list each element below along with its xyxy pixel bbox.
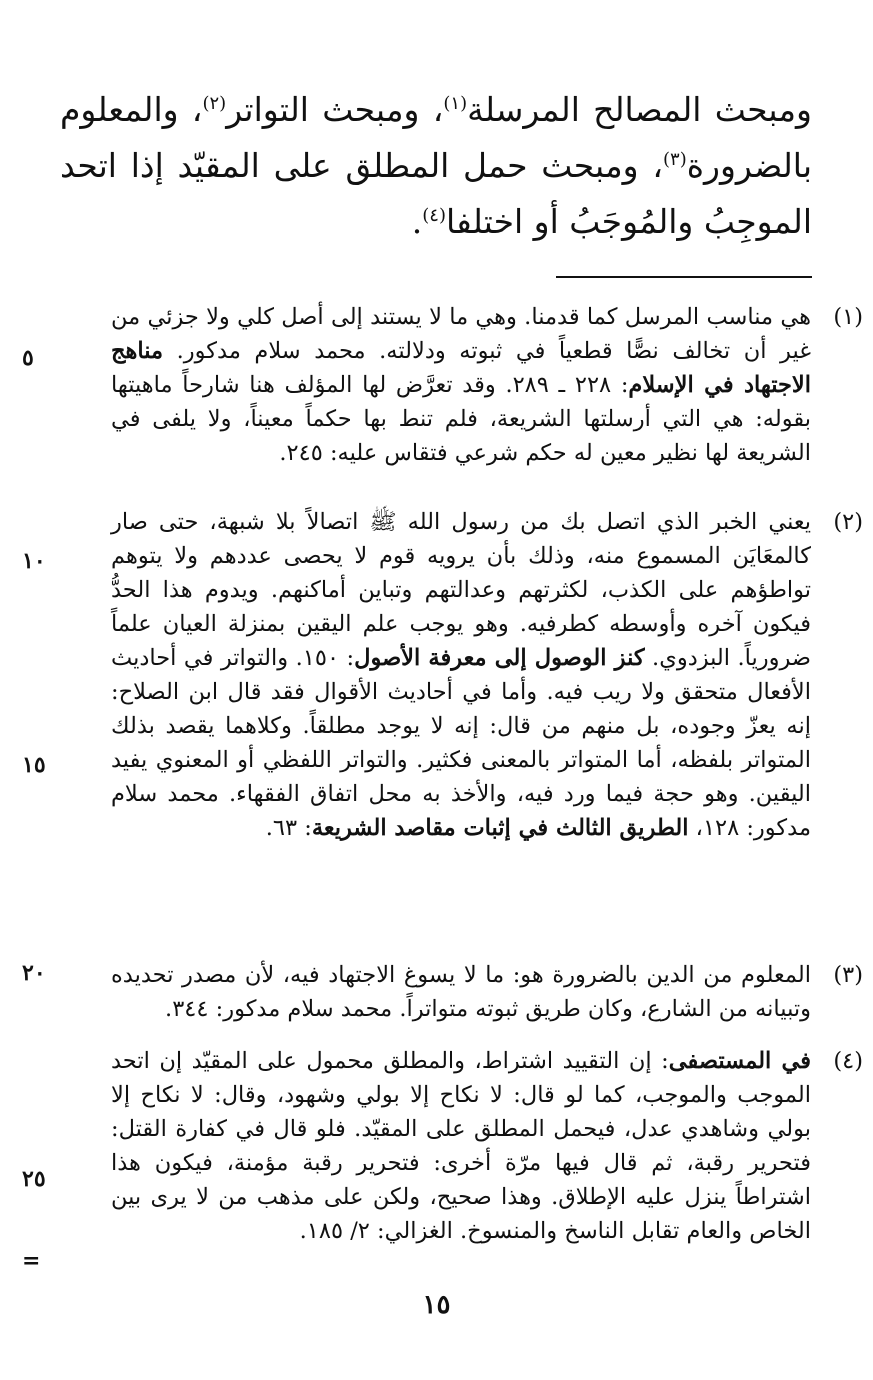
footnote-ref: (١) bbox=[443, 93, 468, 114]
footnote-separator bbox=[556, 276, 812, 278]
footnote-number: (٢) bbox=[833, 509, 863, 535]
footnote-text: يعني الخبر الذي اتصل بك من رسول الله ﷺ اتصالاً بلا شبهة، حتى صار كالمعَايَن المسموع منه، وذلك بأن يرويه قوم لا يحصى عددهم ولا يتوهم تواطؤهم على الكذب، لكثرتهم وعدالتهم وتباين أماكنهم. ويدوم هذا الحدُّ فيكون آخره وأوسطه كطرفيه. وهو يوجب علم اليقين بمنزلة العيان علماً ضرورياً. البزدوي. bbox=[111, 509, 812, 671]
margin-line-number: ١٠ bbox=[22, 548, 46, 574]
margin-line-number: ٢٠ bbox=[22, 960, 46, 986]
footnote-4 bbox=[111, 1044, 863, 1248]
footnote-text: : ١٥٠. والتواتر في أحاديث الأفعال متحقق ولا ريب فيه. وأما في أحاديث الأقوال فقد قال ابن الصلاح: إنه يعزّ وجوده، بل منهم من قال: إنه لا يوجد مطلقاً. وكلاهما يقصد بذلك المتواتر بلفظه، أما المتواتر بالمعنى فكثير. والتواتر اللفظي أو المعنوي يفيد اليقين. وهو حجة فيما ورد فيه، والأخذ به محل اتفاق الفقهاء. محمد سلام مدكور: ١٢٨، bbox=[111, 645, 811, 841]
footnote-3 bbox=[111, 958, 863, 1026]
margin-continuation-mark: = bbox=[22, 1248, 41, 1274]
footnote-text: في bbox=[771, 1048, 812, 1074]
footnote-ref: (٢) bbox=[202, 93, 227, 114]
body-text: ، ومبحث حمل المطلق على المقيّد إذا اتحد الموجِبُ والمُوجَبُ أو اختلفا bbox=[60, 146, 812, 241]
book-title: مناهج الاجتهاد في الإسلام bbox=[111, 338, 811, 398]
footnote-2 bbox=[111, 505, 863, 845]
footnote-text: : إن التقييد اشتراط، والمطلق محمول على المقيّد إن اتحد الموجب والموجب، كما لو قال: لا نكاح إلا بولي وشهود، وقال: لا نكاح إلا بولي وشاهدي عدل، فيحمل المطلق على المقيّد. فلو قال في كفارة القتل: فتحرير رقبة، ثم قال فيها مرّة أخرى: فتحرير رقبة مؤمنة، فيكون هذا اشتراطاً ينزل عليه الإطلاق. وهذا صحيح، ولكن على مذهب من لا يرى بين الخاص والعام تقابل الناسخ والمنسوخ. الغزالي: ٢/ ١٨٥. bbox=[111, 1048, 811, 1244]
page-number: ١٥ bbox=[422, 1290, 451, 1320]
book-title: المستصفى bbox=[668, 1048, 772, 1074]
book-title: الطريق الثالث في إثبات مقاصد الشريعة bbox=[311, 815, 689, 841]
footnote-number: (٣) bbox=[833, 962, 863, 988]
footnote-text: المعلوم من الدين بالضرورة هو: ما لا يسوغ الاجتهاد فيه، لأن مصدر تحديده وتبيانه من الشارع، وكان طريق ثبوته متواتراً. محمد سلام مدكور: ٣٤٤. bbox=[111, 962, 811, 1022]
margin-line-number: ٢٥ bbox=[22, 1166, 46, 1192]
main-paragraph bbox=[60, 82, 812, 250]
footnote-ref: (٣) bbox=[662, 149, 687, 170]
footnote-ref: (٤) bbox=[422, 205, 446, 226]
footnote-text: : ٢٢٨ ـ ٢٨٩. وقد تعرَّض لها المؤلف هنا شارحاً ماهيتها بقوله: هي التي أرسلتها الشريعة، فلم تنط بها حكماً معيناً، ولا يلفى في الشريعة لها نظير معين له حكم شرعي فتقاس عليه: ٢٤٥. bbox=[111, 372, 811, 466]
footnote-number: (١) bbox=[833, 304, 863, 330]
footnote-text: : ٦٣. bbox=[265, 815, 312, 841]
book-title: كنز الوصول إلى معرفة الأصول bbox=[354, 645, 645, 671]
body-text: ومبحث المصالح المرسلة bbox=[467, 90, 812, 129]
margin-line-number: ٥ bbox=[22, 345, 34, 371]
footnote-1 bbox=[111, 300, 863, 470]
body-text: ، ومبحث التواتر bbox=[226, 90, 444, 129]
margin-line-number: ١٥ bbox=[22, 752, 46, 778]
footnote-number: (٤) bbox=[833, 1048, 863, 1074]
body-text: . bbox=[411, 202, 423, 241]
footnote-text: هي مناسب المرسل كما قدمنا. وهي ما لا يستند إلى أصل كلي ولا جزئي من غير أن تخالف نصًّا قطعياً في ثبوته ودلالته. محمد سلام مدكور. bbox=[111, 304, 811, 364]
body-text: ، والمعلوم بالضرورة bbox=[60, 90, 812, 185]
